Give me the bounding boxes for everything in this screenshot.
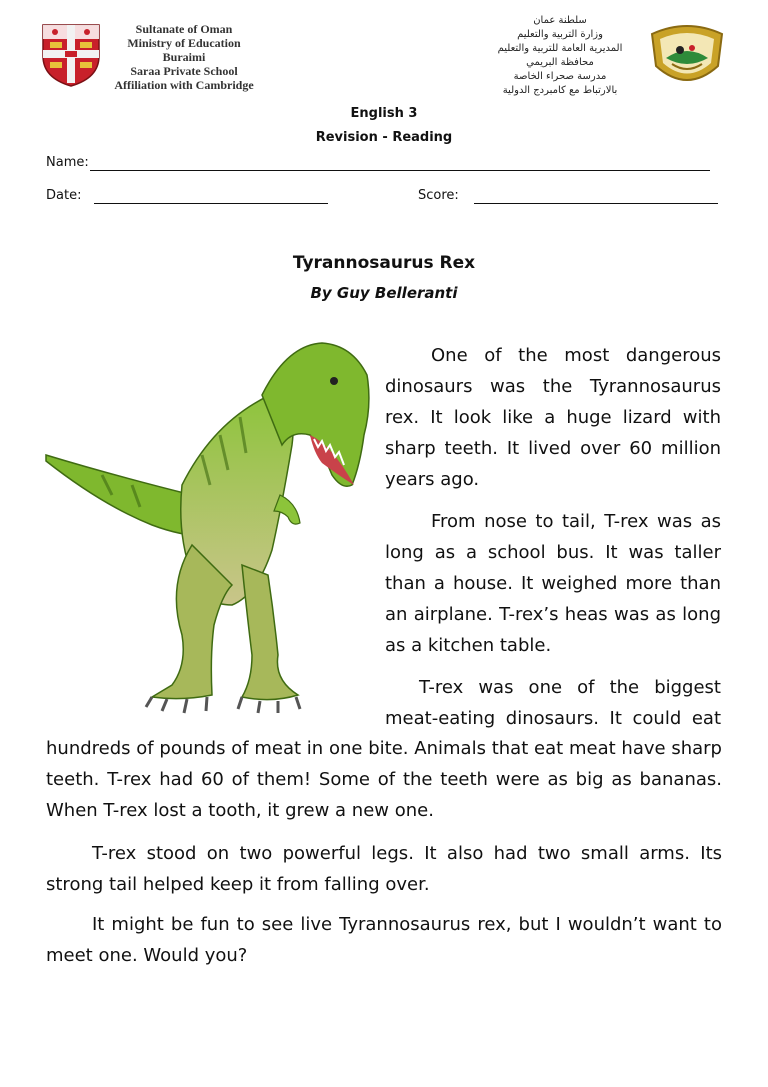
name-label: Name: (46, 155, 89, 170)
score-label: Score: (418, 188, 459, 203)
story-author: By Guy Belleranti (310, 284, 458, 302)
story-paragraph-3-rest: hundreds of pounds of meat in one bite. Animals that eat meat have sharp teeth. T-rex had 60 of them! Some of the teeth were as big as bananas. When T-rex lost a tooth, it grew a new one. (46, 738, 722, 821)
school-line: Ministry of Education (127, 36, 241, 50)
school-line-ar: المديرية العامة للتربية والتعليم (497, 43, 623, 54)
sheet-topic: Revision - Reading (315, 130, 453, 145)
paragraph-text: It might be fun to see live Tyrannosaurus rex, but I wouldn’t want to meet one. Would you? (46, 914, 722, 966)
story-paragraph-2 (385, 506, 721, 661)
paragraph-text: T-rex was one of the biggest meat-eating dinosaurs. It could eat (385, 677, 721, 729)
sheet-subject: English 3 (350, 106, 418, 121)
school-badge-icon (646, 20, 728, 90)
school-name-arabic (480, 14, 640, 98)
paragraph-text: One of the most dangerous dinosaurs was the Tyrannosaurus rex. It look like a huge lizard with sharp teeth. It lived over 60 million years ago. (385, 345, 721, 490)
date-field[interactable] (94, 203, 328, 204)
school-line-ar: وزارة التربية والتعليم (517, 29, 603, 40)
paragraph-text: T-rex stood on two powerful legs. It also had two small arms. Its strong tail helped keep it from falling over. (46, 843, 722, 895)
story-title: Tyrannosaurus Rex (292, 253, 476, 273)
school-line: Sultanate of Oman (135, 22, 233, 36)
school-line: Affiliation with Cambridge (114, 78, 254, 92)
school-name-english (104, 22, 264, 92)
story-paragraph-3-start (385, 672, 721, 734)
name-field[interactable] (90, 170, 710, 171)
tyrannosaurus-illustration (42, 335, 378, 725)
school-line: Saraa Private School (130, 64, 238, 78)
school-line-ar: بالارتباط مع كامبردج الدولية (502, 85, 618, 96)
story-paragraph-5 (46, 909, 722, 971)
school-line-ar: محافظة البريمي (526, 57, 594, 68)
school-line: Buraimi (162, 50, 206, 64)
date-label: Date: (46, 188, 82, 203)
story-paragraph-4 (46, 838, 722, 900)
cambridge-crest-icon (40, 22, 102, 88)
school-line-ar: سلطنة عمان (533, 15, 587, 26)
paragraph-text: From nose to tail, T-rex was as long as a school bus. It was taller than a house. It weighed more than an airplane. T-rex’s heas was as long as a kitchen table. (385, 511, 721, 656)
story-paragraph-1 (385, 340, 721, 495)
score-field[interactable] (474, 203, 718, 204)
school-line-ar: مدرسة صحراء الخاصة (513, 71, 607, 82)
